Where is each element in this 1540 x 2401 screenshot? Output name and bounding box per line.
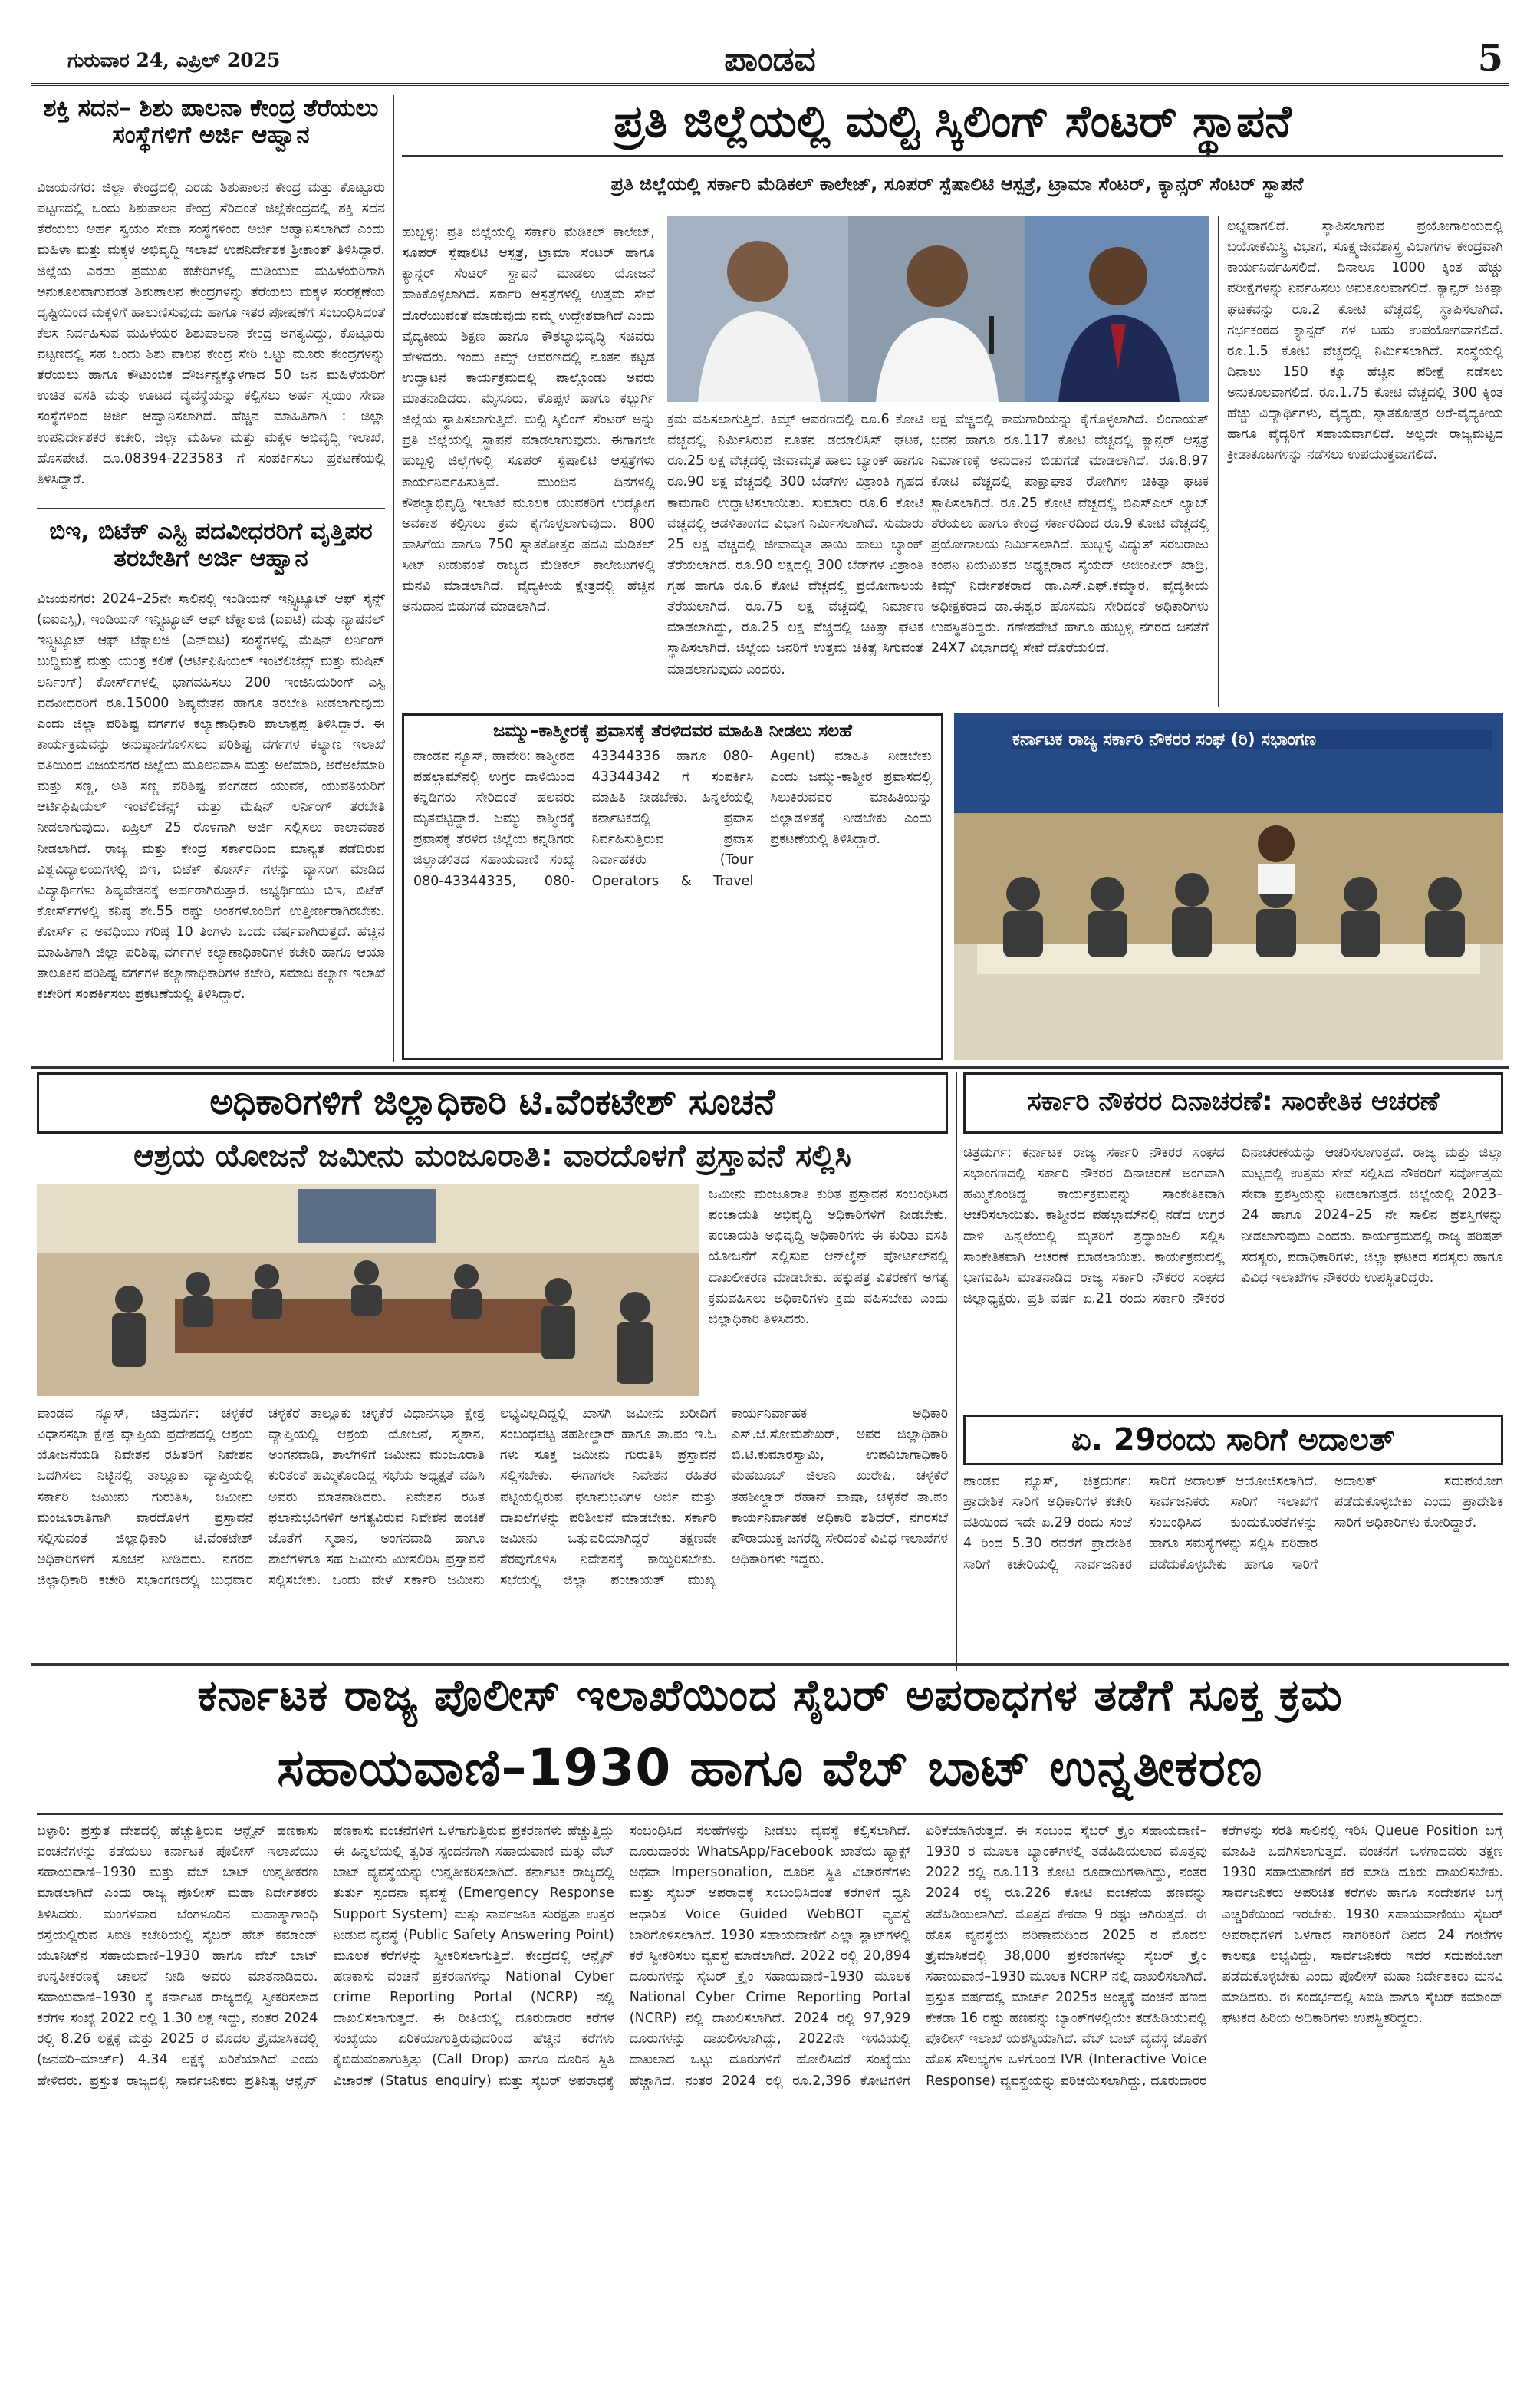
kashmir-article-body: ಪಾಂಡವ ನ್ಯೂಸ್, ಹಾವೇರಿ: ಕಾಶ್ಮೀರದ ಪಹಲ್ಗಾಮ್‍ನಲ್ಲಿ ಉಗ್ರರ ದಾಳಿಯಿಂದ ಕನ್ನಡಿಗರು ಸೇರಿದಂತೆ ಹಲವರು ಮೃತಪಟ್ಟಿದ್ದಾರೆ. ಜಮ್ಮು ಕಾಶ್ಮೀರಕ್ಕೆ ಪ್ರವಾಸಕ್ಕೆ ತೆರಳಿದ ಜಿಲ್ಲೆಯ ಕನ್ನಡಿಗರು ಜಿಲ್ಲಾಡಳಿತದ ಸಹಾಯವಾಣಿ ಸಂಖ್ಯೆ 080-43344335, 080-43344336 ಹಾಗೂ 080-43344342 ಗೆ ಸಂಪರ್ಕಿಸಿ ಮಾಹಿತಿ ನೀಡಬೇಕು. ಹಿನ್ನಲೆಯಲ್ಲಿ ಕರ್ನಾಟಕದಲ್ಲಿ ಪ್ರವಾಸ ನಿರ್ವಹಿಸುತ್ತಿರುವ ಪ್ರವಾಸ ನಿರ್ವಾಹಕರು (Tour Operators & Travel Agent) ಮಾಹಿತಿ ನೀಡಬೇಕು ಎಂದು ಜಮ್ಮು-ಕಾಶ್ಮೀರ ಪ್ರವಾಸದಲ್ಲಿ ಸಿಲುಕಿರುವವರ ಮಾಹಿತಿಯನ್ನು ಜಿಲ್ಲಾಡಳಿತಕ್ಕೆ ನೀಡಬೇಕು ಎಂದು ಪ್ರಕಟಣೆಯಲ್ಲಿ ತಿಳಿಸಿದ್ದಾರೆ. bbox=[413, 748, 932, 889]
employees-day-headline: ಸರ್ಕಾರಿ ನೌಕರರ ದಿನಾಚರಣೆ: ಸಾಂಕೇತಿಕ ಆಚರಣೆ bbox=[1027, 1086, 1440, 1117]
cyber-article-body: ಬಳ್ಳಾರಿ: ಪ್ರಸ್ತುತ ದೇಶದಲ್ಲಿ ಹೆಚ್ಚುತ್ತಿರುವ ಆನ್ಲೈನ್ ಹಣಕಾಸು ವಂಚನೆಗಳನ್ನು ತಡೆಯಲು ಕರ್ನಾಟಕ ಪೊಲೀಸ್ ಇಲಾಖೆಯು ಸಹಾಯವಾಣಿ–1930 ಮತ್ತು ವೆಬ್ ಬಾಟ್ ಉನ್ನತೀಕರಣ ಮಾಡಲಾಗಿದೆ ಎಂದು ರಾಜ್ಯ ಪೊಲೀಸ್ ಮಹಾ ನಿರ್ದೇಶಕರು ತಿಳಿಸಿದರು. ಮಂಗಳವಾರ ಬೆಂಗಳೂರಿನ ಮಹಾತ್ಮಾಗಾಂಧಿ ರಸ್ತೆಯಲ್ಲಿರುವ ಸಿಐಡಿ ಕಚೇರಿಯಲ್ಲಿ ಸೈಬರ್ ಹೆಚ್ ಕಮಾಂಡ್ ಯೂನಿಟ್‍ನ ಸಹಾಯವಾಣಿ–1930 ಹಾಗೂ ವೆಬ್ ಬಾಟ್ ಉನ್ನತೀಕರಣಕ್ಕೆ ಚಾಲನೆ ನೀಡಿ ಅವರು ಮಾತನಾಡಿದರು. ಸಹಾಯವಾಣಿ–1930 ಕ್ಕೆ ಕರ್ನಾಟಕ ರಾಜ್ಯದಲ್ಲಿ ಸ್ವೀಕರಿಸಲಾದ ಕರೆಗಳ ಸಂಖ್ಯೆ 2022 ರಲ್ಲಿ 1.30 ಲಕ್ಷ ಇದ್ದು, ನಂತರ 2024 ರಲ್ಲಿ 8.26 ಲಕ್ಷಕ್ಕೆ ಮತ್ತು 2025 ರ ಮೊದಲ ತ್ರೈಮಾಸಿಕದಲ್ಲಿ (ಜನವರಿ–ಮಾರ್ಚ್) 4.34 ಲಕ್ಷಕ್ಕೆ ಏರಿಕೆಯಾಗಿದೆ ಎಂದು ಹೇಳಿದರು. ಪ್ರಸ್ತುತ ರಾಜ್ಯದಲ್ಲಿ ಸಾರ್ವಜನಿಕರು ಪ್ರತಿನಿತ್ಯ ಆನ್ಲೈನ್ ಹಣಕಾಸು ವಂಚನೆಗಳಿಗೆ ಒಳಗಾಗುತ್ತಿರುವ ಪ್ರಕರಣಗಳು ಹೆಚ್ಚುತ್ತಿದ್ದು ಈ ಹಿನ್ನಲೆಯಲ್ಲಿ ತ್ವರಿತ ಸ್ಪಂದನೆಗಾಗಿ ಸಹಾಯವಾಣಿ ಮತ್ತು ವೆಬ್ ಬಾಟ್ ವ್ಯವಸ್ಥೆಯನ್ನು ಉನ್ನತೀಕರಿಸಲಾಗಿದೆ. ಕರ್ನಾಟಕ ರಾಜ್ಯದಲ್ಲಿ ತುರ್ತು ಸ್ಪಂದನಾ ವ್ಯವಸ್ಥೆ (Emergency Response Support System) ಮತ್ತು ಸಾರ್ವಜನಿಕ ಸುರಕ್ಷತಾ ಉತ್ತರ ನೀಡುವ ವ್ಯವಸ್ಥೆ (Public Safety Answering Point) ಮೂಲಕ ಕರೆಗಳನ್ನು ಸ್ವೀಕರಿಸಲಾಗುತ್ತಿದೆ. ಕೇಂದ್ರದಲ್ಲಿ ಆನ್ಲೈನ್ ಹಣಕಾಸು ವಂಚನೆ ಪ್ರಕರಣಗಳನ್ನು National Cyber crime Reporting Portal (NCRP) ನಲ್ಲಿ ದಾಖಲಿಸಲಾಗುತ್ತದೆ. ಈ ರೀತಿಯಲ್ಲಿ ದೂರುದಾರರ ಕರೆಗಳ ಸಂಖ್ಯೆಯು ಏರಿಕೆಯಾಗುತ್ತಿರುವುದರಿಂದ ಹೆಚ್ಚಿನ ಕರೆಗಳು ಕೈಬಿಡುವಂತಾಗುತ್ತಿತ್ತು (Call Drop) ಹಾಗೂ ದೂರಿನ ಸ್ಥಿತಿ ವಿಚಾರಣೆ (Status enquiry) ಮತ್ತು ಸೈಬರ್ ಅಪರಾಧಕ್ಕೆ ಸಂಬಂಧಿಸಿದ ಸಲಹೆಗಳನ್ನು ನೀಡಲು ವ್ಯವಸ್ಥೆ ಕಲ್ಪಿಸಲಾಗಿದೆ. ದೂರುದಾರರು WhatsApp/Facebook ಖಾತೆಯ ಹ್ಯಾಕ್ಸ್ ಅಥವಾ Impersonation, ದೂರಿನ ಸ್ಥಿತಿ ವಿಚಾರಣೆಗಳು ಮತ್ತು ಸೈಬರ್ ಅಪರಾಧಕ್ಕೆ ಸಂಬಂಧಿಸಿದಂತೆ ಕರೆಗಳಿಗೆ ಧ್ವನಿ ಆಧಾರಿತ Voice Guided WebBOT ವ್ಯವಸ್ಥೆ ಜಾರಿಗೊಳಿಸಲಾಗಿದೆ. 1930 ಸಹಾಯವಾಣಿಗೆ ಎಲ್ಲಾ ಸ್ಲಾಟ್‍ಗಳಲ್ಲಿ ಕರೆ ಸ್ವೀಕರಿಸಲು ವ್ಯವಸ್ಥೆ ಮಾಡಲಾಗಿದೆ. 2022 ರಲ್ಲಿ 20,894 ದೂರುಗಳನ್ನು ಸೈಬರ್ ಕ್ರೈಂ ಸಹಾಯವಾಣಿ–1930 ಮೂಲಕ National Cyber Crime Reporting Portal (NCRP) ನಲ್ಲಿ ದಾಖಲಿಸಲಾಗಿದೆ. 2024 ರಲ್ಲಿ 97,929 ದೂರುಗಳನ್ನು ದಾಖಲಿಸಲಾಗಿದ್ದು, 2022ನೇ ಇಸವಿಯಲ್ಲಿ ದಾಖಲಾದ ಒಟ್ಟು ದೂರುಗಳಿಗೆ ಹೋಲಿಸಿದರೆ ಸಂಖ್ಯೆಯು ಹೆಚ್ಚಾಗಿದೆ. ನಂತರ 2024 ರಲ್ಲಿ ರೂ.2,396 ಕೋಟಿಗಳಿಗೆ ಏರಿಕೆಯಾಗಿರುತ್ತದೆ. ಈ ಸಂಬಂಧ ಸೈಬರ್ ಕ್ರೈಂ ಸಹಾಯವಾಣಿ–1930 ರ ಮೂಲಕ ಬ್ಯಾಂಕ್‍ಗಳಲ್ಲಿ ತಡೆಹಿಡಿಯಲಾದ ಮೊತ್ತವು 2022 ರಲ್ಲಿ ರೂ.113 ಕೋಟಿ ರೂಪಾಯಿಗಳಾಗಿದ್ದು, ನಂತರ 2024 ರಲ್ಲಿ ರೂ.226 ಕೋಟಿ ವಂಚನೆಯ ಹಣವನ್ನು ತಡೆಹಿಡಿಯಲಾಗಿದೆ. ಮೊತ್ತದ ಕೇಕಡಾ 9 ರಷ್ಟು ಆಗಿರುತ್ತದೆ. ಈ ಹೊಸ ವ್ಯವಸ್ಥೆಯ ಪರಿಣಾಮದಿಂದ 2025 ರ ಮೊದಲ ತ್ರೈಮಾಸಿಕದಲ್ಲಿ 38,000 ಪ್ರಕರಣಗಳನ್ನು ಸೈಬರ್ ಕ್ರೈಂ ಸಹಾಯವಾಣಿ–1930 ಮೂಲಕ NCRP ನಲ್ಲಿ ದಾಖಲಿಸಲಾಗಿದೆ. ಪ್ರಸ್ತುತ ವರ್ಷದಲ್ಲಿ ಮಾರ್ಚ್ 2025ರ ಅಂತ್ಯಕ್ಕೆ ವಂಚನೆ ಹಣದ ಕೇಕಡಾ 16 ರಷ್ಟು ಹಣವನ್ನು ಬ್ಯಾಂಕ್‍ಗಳಲ್ಲಿಯೇ ತಡೆಹಿಡಿಯುವಲ್ಲಿ ಪೊಲೀಸ್ ಇಲಾಖೆ ಯಶಸ್ವಿಯಾಗಿದೆ. ವೆಬ್ ಬಾಟ್ ವ್ಯವಸ್ಥೆ ಜೊತೆಗೆ ಹೊಸ ಸೌಲಭ್ಯಗಳ ಒಳಗೊಂಡ IVR (Interactive Voice Response) ವ್ಯವಸ್ಥೆಯನ್ನು ಪರಿಚಯಿಸಲಾಗಿದ್ದು, ದೂರುದಾರರ ಕರೆಗಳನ್ನು ಸರತಿ ಸಾಲಿನಲ್ಲಿ ಇರಿಸಿ Queue Position ಬಗ್ಗೆ ಮಾಹಿತಿ ಒದಗಿಸಲಾಗುತ್ತದೆ. ವಂಚನೆಗೆ ಒಳಗಾದವರು ತಕ್ಷಣ 1930 ಸಹಾಯವಾಣಿಗೆ ಕರೆ ಮಾಡಿ ದೂರು ದಾಖಲಿಸಬೇಕು. ಸಾರ್ವಜನಿಕರು ಅಪರಿಚಿತ ಕರೆಗಳು ಹಾಗೂ ಸಂದೇಶಗಳ ಬಗ್ಗೆ ಎಚ್ಚರಿಕೆಯಿಂದ ಇರಬೇಕು. 1930 ಸಹಾಯವಾಣಿಯು ಸೈಬರ್ ಅಪರಾಧಗಳಿಗೆ ಒಳಗಾದ ನಾಗರಿಕರಿಗೆ ದಿನದ 24 ಗಂಟೆಗಳ ಕಾಲವೂ ಲಭ್ಯವಿದ್ದು, ಸಾರ್ವಜನಿಕರು ಇದರ ಸದುಪಯೋಗ ಪಡೆದುಕೊಳ್ಳಬೇಕು ಎಂದು ಪೊಲೀಸ್ ಮಹಾ ನಿರ್ದೇಶಕರು ಮನವಿ ಮಾಡಿದರು. ಈ ಸಂದರ್ಭದಲ್ಲಿ ಸಿಐಡಿ ಹಾಗೂ ಸೈಬರ್ ಕಮಾಂಡ್ ಘಟಕದ ಹಿರಿಯ ಅಧಿಕಾರಿಗಳು ಉಪಸ್ಥಿತರಿದ್ದರು. bbox=[37, 1823, 1503, 2089]
divider bbox=[31, 1066, 1509, 1069]
shakti-headline: ಶಕ್ತಿ ಸದನ– ಶಿಶು ಪಾಲನಾ ಕೇಂದ್ರ ತೆರೆಯಲು ಸಂಸ್ಥೆಗಳಿಗೆ ಅರ್ಜಿ ಆಹ್ವಾನ bbox=[43, 94, 379, 149]
ashraya-meeting-photo bbox=[37, 1184, 699, 1396]
ashraya-headline-box bbox=[37, 1072, 948, 1134]
divider bbox=[37, 508, 385, 509]
column-divider bbox=[956, 1072, 957, 1671]
skilling-article-body-right: ಲಕ್ಷ ವೆಚ್ಚದಲ್ಲಿ ಕಾಮಗಾರಿಯನ್ನು ಕೈಗೊಳ್ಳಲಾಗಿದೆ. ಲಿಂಗಾಯತ್ ಭವನ ಹಾಗೂ ರೂ.117 ಕೋಟಿ ವೆಚ್ಚದಲ್ಲಿ ಕ್ಯಾನ್ಸರ್ ಆಸ್ಪತ್ರೆ ನಿರ್ಮಾಣಕ್ಕೆ ಅನುದಾನ ಬಿಡುಗಡೆ ಮಾಡಲಾಗಿದೆ. ರೂ.8.97 ಕೋಟಿ ವೆಚ್ಚದಲ್ಲಿ ಪಾಕ್ಷಾಘಾತ ರೋಗಿಗಳ ಚಿಕಿತ್ಸಾ ಘಟಕ ಸ್ಥಾಪಿಸಲಾಗಿದೆ. ರೂ.25 ಕೋಟಿ ವೆಚ್ಚದಲ್ಲಿ ಬಿಎಸ್‍ಎಲ್ ಲ್ಯಾಬ್ ತೆರೆಯಲು ಹಾಗೂ ಕೇಂದ್ರ ಸರ್ಕಾರದಿಂದ ರೂ.9 ಕೋಟಿ ವೆಚ್ಚದಲ್ಲಿ ಪ್ರಯೋಗಾಲಯ ನಿರ್ಮಿಸಲಾಗಿದೆ. ಹುಬ್ಬಳ್ಳಿ ವಿದ್ಯುತ್ ಸರಬರಾಜು ಕಂಪನಿ ನಿಯಮಿತದ ಅಧ್ಯಕ್ಷರಾದ ಸೈಯದ್ ಅಜೀಂಪೀರ್ ಖಾದ್ರಿ, ಕಿಮ್ಸ್ ನಿರ್ದೇಶಕರಾದ ಡಾ.ಎಸ್.ಎಫ್.ಕಮ್ಮಾರ, ವೈದ್ಯಕೀಯ ಅಧೀಕ್ಷಕರಾದ ಡಾ.ಈಶ್ವರ ಹೊಸಮನಿ ಸೇರಿದಂತೆ ಅಧಿಕಾರಿಗಳು ಉಪಸ್ಥಿತರಿದ್ದರು. ಗಣೇಶಪೇಟೆ ಹಾಗೂ ಹುಬ್ಬಳ್ಳಿ ನಗರದ ಜನತೆಗೆ 24X7 ವಿಭಾಗದಲ್ಲಿ ಸೇವೆ ದೊರೆಯಲಿದೆ. bbox=[931, 412, 1209, 657]
meeting-room-illustration bbox=[37, 1184, 699, 1396]
newspaper-name: ಪಾಂಡವ bbox=[724, 40, 816, 79]
divider bbox=[31, 1663, 1509, 1666]
ashraya-headline: ಅಧಿಕಾರಿಗಳಿಗೆ ಜಿಲ್ಲಾಧಿಕಾರಿ ಟಿ.ವೆಂಕಟೇಶ್ ಸೂಚನೆ bbox=[209, 1081, 775, 1122]
ashraya-article-body: ಪಾಂಡವ ನ್ಯೂಸ್, ಚಿತ್ರದುರ್ಗ: ಚಳ್ಳಕೆರೆ ವಿಧಾನಸಭಾ ಕ್ಷೇತ್ರ ವ್ಯಾಪ್ತಿಯ ಪ್ರದೇಶದಲ್ಲಿ ಆಶ್ರಯ ಯೋಜನೆಯಡಿ ನಿವೇಶನ ರಹಿತರಿಗೆ ನಿವೇಶನ ಒದಗಿಸಲು ನಿಟ್ಟಿನಲ್ಲಿ ತಾಲ್ಲೂಕು ವ್ಯಾಪ್ತಿಯಲ್ಲಿ ಸರ್ಕಾರಿ ಜಮೀನು ಗುರುತಿಸಿ, ಜಮೀನು ಮಂಜೂರಾತಿಗಾಗಿ ವಾರದೊಳಗೆ ಪ್ರಸ್ತಾವನೆ ಸಲ್ಲಿಸುವಂತೆ ಜಿಲ್ಲಾಧಿಕಾರಿ ಟಿ.ವೆಂಕಟೇಶ್ ಅಧಿಕಾರಿಗಳಿಗೆ ಸೂಚನೆ ನೀಡಿದರು. ನಗರದ ಜಿಲ್ಲಾಧಿಕಾರಿ ಕಚೇರಿ ಸಭಾಂಗಣದಲ್ಲಿ ಬುಧವಾರ ಚಳ್ಳಕೆರೆ ತಾಲ್ಲೂಕು ಚಳ್ಳಕೆರೆ ವಿಧಾನಸಭಾ ಕ್ಷೇತ್ರ ವ್ಯಾಪ್ತಿಯಲ್ಲಿ ಆಶ್ರಯ ಯೋಜನೆ, ಸ್ಮಶಾನ, ಅಂಗನವಾಡಿ, ಶಾಲೆಗಳಿಗೆ ಜಮೀನು ಮಂಜೂರಾತಿ ಕುರಿತಂತೆ ಹಮ್ಮಿಕೊಂಡಿದ್ದ ಸಭೆಯ ಅಧ್ಯಕ್ಷತೆ ವಹಿಸಿ ಅವರು ಮಾತನಾಡಿದರು. ನಿವೇಶನ ರಹಿತ ಫಲಾನುಭವಿಗಳಿಗೆ ಅಗತ್ಯವಿರುವ ನಿವೇಶನ ಹಂಚಿಕೆ ಜೊತೆಗೆ ಸ್ಮಶಾನ, ಅಂಗನವಾಡಿ ಹಾಗೂ ಶಾಲೆಗಳಿಗೂ ಸಹ ಜಮೀನು ಮೀಸಲಿರಿಸಿ ಪ್ರಸ್ತಾವನೆ ಸಲ್ಲಿಸಬೇಕು. ಒಂದು ವೇಳೆ ಸರ್ಕಾರಿ ಜಮೀನು ಲಭ್ಯವಿಲ್ಲದಿದ್ದಲ್ಲಿ ಖಾಸಗಿ ಜಮೀನು ಖರೀದಿಗೆ ಸಂಬಂಧಪಟ್ಟ ತಹಶೀಲ್ದಾರ್ ಹಾಗೂ ತಾ.ಪಂ ಇ.ಓ ಗಳು ಸೂಕ್ತ ಜಮೀನು ಗುರುತಿಸಿ ಪ್ರಸ್ತಾವನೆ ಸಲ್ಲಿಸಬೇಕು. ಈಗಾಗಲೇ ನಿವೇಶನ ರಹಿತರ ಪಟ್ಟಿಯಲ್ಲಿರುವ ಫಲಾನುಭವಿಗಳ ಅರ್ಜಿ ಮತ್ತು ದಾಖಲೆಗಳನ್ನು ಪರಿಶೀಲನೆ ಮಾಡಬೇಕು. ಸರ್ಕಾರಿ ಜಮೀನು ಒತ್ತುವರಿಯಾಗಿದ್ದರೆ ತಕ್ಷಣವೇ ತೆರವುಗೊಳಿಸಿ ನಿವೇಶನಕ್ಕೆ ಕಾಯ್ದಿರಿಸಬೇಕು. ಸಭೆಯಲ್ಲಿ ಜಿಲ್ಲಾ ಪಂಚಾಯತ್ ಮುಖ್ಯ ಕಾರ್ಯನಿರ್ವಾಹಕ ಅಧಿಕಾರಿ ಎಸ್.ಜೆ.ಸೋಮಶೇಖರ್, ಅಪರ ಜಿಲ್ಲಾಧಿಕಾರಿ ಬಿ.ಟಿ.ಕುಮಾರಸ್ವಾಮಿ, ಉಪವಿಭಾಗಾಧಿಕಾರಿ ಮೆಹಬೂಬ್ ಜಿಲಾನಿ ಖುರೇಷಿ, ಚಳ್ಳಕೆರೆ ತಹಶೀಲ್ದಾರ್ ರೆಹಾನ್ ಪಾಷಾ, ಚಳ್ಳಕೆರೆ ತಾ.ಪಂ ಕಾರ್ಯನಿರ್ವಾಹಕ ಅಧಿಕಾರಿ ಶಶಿಧರ್, ನಗರಸಭೆ ಪೌರಾಯುಕ್ತ ಜಗರೆಡ್ಡಿ ಸೇರಿದಂತೆ ವಿವಿಧ ಇಲಾಖೆಗಳ ಅಧಿಕಾರಿಗಳು ಇದ್ದರು. bbox=[37, 1406, 948, 1588]
employees-day-headline-box bbox=[963, 1072, 1503, 1134]
masthead bbox=[31, 38, 1509, 86]
ashraya-article-body-right: ಜಮೀನು ಮಂಜೂರಾತಿ ಕುರಿತ ಪ್ರಸ್ತಾವನೆ ಸಂಬಂಧಿಸಿದ ಪಂಚಾಯತಿ ಅಭಿವೃದ್ಧಿ ಅಧಿಕಾರಿಗಳಿಗೆ ನೀಡಬೇಕು. ಪಂಚಾಯತಿ ಅಭಿವೃದ್ಧಿ ಅಧಿಕಾರಿಗಳು ಈ ಕುರಿತು ವಸತಿ ಯೋಜನೆಗೆ ಸಲ್ಲಿಸುವ ಆನ್‍ಲೈನ್ ಪೋರ್ಟಲ್‍ನಲ್ಲಿ ದಾಖಲೀಕರಣ ಮಾಡಬೇಕು. ಹಕ್ಕುಪತ್ರ ವಿತರಣೆಗೆ ಅಗತ್ಯ ಕ್ರಮವಹಿಸಲು ಅಧಿಕಾರಿಗಳು ಕ್ರಮ ವಹಿಸಬೇಕು ಎಂದು ಜಿಲ್ಲಾಧಿಕಾರಿ ತಿಳಿಸಿದರು. bbox=[709, 1187, 948, 1327]
issue-date: ಗುರುವಾರ 24, ಎಪ್ರಿಲ್ 2025 bbox=[67, 49, 281, 71]
column-divider bbox=[1218, 216, 1219, 707]
employees-day-banner: ಕರ್ನಾಟಕ ರಾಜ್ಯ ಸರ್ಕಾರಿ ನೌಕರರ ಸಂಘ (ರಿ) ಸಭಾಂಗಣ bbox=[1012, 730, 1492, 749]
shakti-article-body: ವಿಜಯನಗರ: ಜಿಲ್ಲಾ ಕೇಂದ್ರದಲ್ಲಿ ಎರಡು ಶಿಶುಪಾಲನ ಕೇಂದ್ರ ಮತ್ತು ಕೊಟ್ಟೂರು ಪಟ್ಟಣದಲ್ಲಿ ಒಂದು ಶಿಶುಪಾಲನ ಕೇಂದ್ರ ಸೆರಿದಂತೆ ಜಿಲ್ಲೆಕೇಂದ್ರದಲ್ಲಿ ಶಕ್ತಿ ಸದನ ತೆರೆಯಲು ಅರ್ಹ ಸ್ವಯಂ ಸೇವಾ ಸಂಸ್ಥೆಗಳಿಂದ ಅರ್ಜಿ ಆಹ್ವಾನಿಸಲಾಗಿದೆ ಎಂದು ಮಹಿಳಾ ಮತ್ತು ಮಕ್ಕಳ ಅಭಿವೃದ್ಧಿ ಇಲಾಖೆ ಉಪನಿರ್ದೇಶಕ ಶ್ರೀಕಾಂತ್ ತಿಳಿಸಿದ್ದಾರೆ. ಜಿಲ್ಲೆಯ ಎರಡು ಪ್ರಮುಖ ಕಚೇರಿಗಳಲ್ಲಿ ದುಡಿಯುವ ಮಹಿಳೆಯರಿಗಾಗಿ ಅನುಕೂಲವಾಗುವಂತೆ ಶಿಶುಪಾಲನ ಕೇಂದ್ರಗಳನ್ನು ತೆರೆಯಲು ಮಕ್ಕಳ ಸಂರಕ್ಷಣೆಯ ದೃಷ್ಟಿಯಿಂದ ಮಕ್ಕಳಿಗೆ ಹಾಲುಣಿಸುವುದು ಹಾಗೂ ಇತರ ಪೋಷಣೆಗೆ ಸಂಬಂಧಿಸಿದಂತೆ ಕೆಲಸ ನಿರ್ವಹಿಸುವ ಮಹಿಳೆಯರ ಶಿಶುಪಾಲನಾ ಕೇಂದ್ರ ಅಗತ್ಯವಿದ್ದು, ಕೊಟ್ಟೂರು ಪಟ್ಟಣದಲ್ಲಿ ಸಹ ಒಂದು ಶಿಶು ಪಾಲನ ಕೇಂದ್ರ ಸೇರಿ ಒಟ್ಟು ಮೂರು ಕೇಂದ್ರಗಳನ್ನು ತೆರೆಯಲು ಹಾಗೂ ಕೌಟುಂಬಿಕ ದೌರ್ಜನ್ಯಕ್ಕೊಳಗಾದ 50 ಜನ ಮಹಿಳೆಯರಿಗೆ ಉಚಿತ ವಸತಿ ಮತ್ತು ಊಟದ ವ್ಯವಸ್ಥೆಯನ್ನು ಕಲ್ಪಿಸಲು ಅರ್ಹ ಸ್ವಯಂ ಸೇವಾ ಸಂಸ್ಥೆಗಳಿಂದ ಅರ್ಜಿ ಆಹ್ವಾನಿಸಲಾಗಿದೆ. ಹೆಚ್ಚಿನ ಮಾಹಿತಿಗಾಗಿ : ಜಿಲ್ಲಾ ಉಪನಿರ್ದೇಶಕರ ಕಚೇರಿ, ಜಿಲ್ಲಾ ಮಹಿಳಾ ಮತ್ತು ಮಕ್ಕಳ ಅಭಿವೃದ್ಧಿ ಇಲಾಖೆ, ಹೊಸಪೇಟೆ. ದೂ.08394-223583 ಗೆ ಸಂಪರ್ಕಿಸಲು ಪ್ರಕಟಣೆಯಲ್ಲಿ ತಿಳಿಸಿದ್ದಾರೆ. bbox=[37, 180, 385, 487]
cyber-headline-2: ಸಹಾಯವಾಣಿ–1930 ಹಾಗೂ ವೆಬ್ ಬಾಟ್ ಉನ್ನತೀಕರಣ bbox=[277, 1738, 1263, 1797]
adalat-headline-box bbox=[963, 1415, 1503, 1465]
page-number: 5 bbox=[1477, 37, 1503, 80]
column-divider bbox=[393, 95, 394, 1062]
adalat-article-body: ಪಾಂಡವ ನ್ಯೂಸ್, ಚಿತ್ರದುರ್ಗ: ಪ್ರಾದೇಶಿಕ ಸಾರಿಗೆ ಅಧಿಕಾರಿಗಳ ಕಚೇರಿ ವತಿಯಿಂದ ಇದೇ ಏ.29 ರಂದು ಸಂಜೆ 4 ರಿಂದ 5.30 ರವರೆಗೆ ಪ್ರಾದೇಶಿಕ ಸಾರಿಗೆ ಕಚೇರಿಯಲ್ಲಿ ಸಾರ್ವಜನಿಕರ ಸಾರಿಗೆ ಅದಾಲತ್ ಆಯೋಜಿಸಲಾಗಿದೆ. ಸಾರ್ವಜನಿಕರು ಸಾರಿಗೆ ಇಲಾಖೆಗೆ ಸಂಬಂಧಿಸಿದ ಕುಂದುಕೊರತೆಗಳನ್ನು ಹಾಗೂ ಸಮಸ್ಯೆಗಳನ್ನು ಸಲ್ಲಿಸಿ ಪರಿಹಾರ ಪಡೆದುಕೊಳ್ಳಬೇಕು ಹಾಗೂ ಸಾರಿಗೆ ಅದಾಲತ್ ಸದುಪಯೋಗ ಪಡೆದುಕೊಳ್ಳಬೇಕು ಎಂದು ಪ್ರಾದೇಶಿಕ ಸಾರಿಗೆ ಅಧಿಕಾರಿಗಳು ಕೋರಿದ್ದಾರೆ. bbox=[963, 1474, 1503, 1573]
skilling-headline: ಪ್ರತಿ ಜಿಲ್ಲೆಯಲ್ಲಿ ಮಲ್ಟಿ ಸ್ಕಿಲಿಂಗ್ ಸೆಂಟರ್ ಸ್ಥಾಪನೆ bbox=[614, 95, 1292, 147]
meeting-stage-illustration bbox=[954, 713, 1503, 1060]
skilling-photo bbox=[667, 216, 1209, 402]
divider bbox=[402, 155, 1503, 157]
officials-photo-illustration bbox=[667, 216, 1209, 402]
skilling-article-body-mid: ಕ್ರಮ ವಹಿಸಲಾಗುತ್ತಿದೆ. ಕಿಮ್ಸ್ ಆವರಣದಲ್ಲಿ ರೂ.6 ಕೋಟಿ ವೆಚ್ಚದಲ್ಲಿ ನಿರ್ಮಿಸಿರುವ ನೂತನ ಡಯಾಲಿಸಿಸ್ ಘಟಕ, ರೂ.25 ಲಕ್ಷ ವೆಚ್ಚದಲ್ಲಿ ಜೀವಾಮೃತ ಹಾಲು ಬ್ಯಾಂಕ್ ಹಾಗೂ ರೂ.90 ಲಕ್ಷ ವೆಚ್ಚದಲ್ಲಿ 300 ಬೆಡ್‍ಗಳ ವಿಶ್ರಾಂತಿ ಗೃಹದ ಕಾಮಗಾರಿ ಉದ್ಘಾಟಿಸಲಾಯಿತು. ಸುಮಾರು ರೂ.6 ಕೋಟಿ ವೆಚ್ಚದಲ್ಲಿ ಆಡಳಿತಾಂಗದ ವಿಭಾಗ ನಿರ್ಮಿಸಲಾಗಿದೆ. ಸುಮಾರು 25 ಲಕ್ಷ ವೆಚ್ಚದಲ್ಲಿ ಜೀವಾಮೃತ ತಾಯಿ ಹಾಲು ಬ್ಯಾಂಕ್ ತೆರೆಯಲಾಗಿದೆ. ರೂ.90 ಲಕ್ಷದಲ್ಲಿ 300 ಬೆಡ್‍ಗಳ ವಿಶ್ರಾಂತಿ ಗೃಹ ಹಾಗೂ ರೂ.6 ಕೋಟಿ ವೆಚ್ಚದಲ್ಲಿ ಪ್ರಯೋಗಾಲಯ ತೆರೆಯಲಾಗಿದೆ. ರೂ.75 ಲಕ್ಷ ವೆಚ್ಚದಲ್ಲಿ ನಿರ್ಮಾಣ ಮಾಡಲಾಗಿದ್ದು, ರೂ.25 ಲಕ್ಷ ವೆಚ್ಚದಲ್ಲಿ ಚಿಕಿತ್ಸಾ ಘಟಕ ಸ್ಥಾಪಿಸಲಾಗಿದೆ. ಜಿಲ್ಲೆಯ ಜನರಿಗೆ ಉತ್ತಮ ಚಿಕಿತ್ಸೆ ಸಿಗುವಂತೆ ಮಾಡಲಾಗುವುದು ಎಂದರು. bbox=[667, 412, 923, 677]
kashmir-headline: ಜಮ್ಮು–ಕಾಶ್ಮೀರಕ್ಕೆ ಪ್ರವಾಸಕ್ಕೆ ತೆರಳಿದವರ ಮಾಹಿತಿ ನೀಡಲು ಸಲಹೆ bbox=[493, 721, 852, 741]
employees-day-photo bbox=[954, 713, 1503, 1060]
skilling-article-body-far: ಲಭ್ಯವಾಗಲಿದೆ. ಸ್ಥಾಪಿಸಲಾಗುವ ಪ್ರಯೋಗಾಲಯದಲ್ಲಿ ಬಯೋಕೆಮಿಸ್ಟ್ರಿ ವಿಭಾಗ, ಸೂಕ್ಷ್ಮಜೀವಶಾಸ್ತ್ರ ವಿಭಾಗಗಳ ಕೇಂದ್ರವಾಗಿ ಕಾರ್ಯನಿರ್ವಹಿಸಲಿದೆ. ದಿನಾಲೂ 1000 ಕ್ಕಿಂತ ಹೆಚ್ಚು ಪರೀಕ್ಷೆಗಳನ್ನು ನಿರ್ವಹಿಸಲು ಅನುಕೂಲವಾಗಲಿದೆ. ಕ್ಯಾನ್ಸರ್ ಚಿಕಿತ್ಸಾ ಘಟಕವನ್ನು ರೂ.2 ಕೋಟಿ ವೆಚ್ಚದಲ್ಲಿ ಸ್ಥಾಪಿಸಲಾಗಿದೆ. ಗರ್ಭಕಂಠದ ಕ್ಯಾನ್ಸರ್ ಗಳ ಬಹು ಉಪಯೋಗವಾಗಲಿದೆ. ರೂ.1.5 ಕೋಟಿ ವೆಚ್ಚದಲ್ಲಿ ನಿರ್ಮಿಸಲಾಗಿದೆ. ಸಂಸ್ಥೆಯಲ್ಲಿ ದಿನಾಲು 150 ಕ್ಕೂ ಹೆಚ್ಚಿನ ಪರೀಕ್ಷೆ ನಡೆಸಲು ಅನುಕೂಲವಾಗಲಿದೆ. ರೂ.1.75 ಕೋಟಿ ವೆಚ್ಚದಲ್ಲಿ 300 ಕ್ಕಿಂತ ಹೆಚ್ಚು ವಿದ್ಯಾರ್ಥಿಗಳು, ವೈದ್ಯರು, ಸ್ನಾತಕೋತ್ತರ ಅರೆ-ವೈದ್ಯಕೀಯ ಹಾಗೂ ವೈದ್ಯರಿಗೆ ಸಹಾಯವಾಗಲಿದೆ. ಅಲ್ಲದೇ ರಾಜ್ಯಮಟ್ಟದ ಕ್ರೀಡಾಕೂಟಗಳನ್ನು ನಡೆಸಲು ಉಪಯುಕ್ತವಾಗಲಿದೆ. bbox=[1227, 219, 1503, 463]
cyber-headline: ಕರ್ನಾಟಕ ರಾಜ್ಯ ಪೊಲೀಸ್ ಇಲಾಖೆಯಿಂದ ಸೈಬರ್ ಅಪರಾಧಗಳ ತಡೆಗೆ ಸೂಕ್ತ ಕ್ರಮ bbox=[197, 1671, 1343, 1721]
divider bbox=[37, 1813, 1503, 1815]
scholarship-article-body: ವಿಜಯನಗರ: 2024–25ನೇ ಸಾಲಿನಲ್ಲಿ ಇಂಡಿಯನ್ ಇನ್ಸ್ಟಿಟ್ಯೂಟ್ ಆಫ್ ಸೈನ್ಸ್ (ಐಐಎಸ್ಸಿ), ಇಂಡಿಯನ್ ಇನ್ಸ್ಟಿಟ್ಯೂಟ್ ಆಫ್ ಟೆಕ್ನಾಲಜಿ (ಐಐಟಿ) ಮತ್ತು ನ್ಯಾಷನಲ್ ಇನ್ಸ್ಟಿಟ್ಯೂಟ್ ಆಫ್ ಟೆಕ್ನಾಲಜಿ (ಎನ್ಐಟಿ) ಸಂಸ್ಥೆಗಳಲ್ಲಿ ಮೆಷಿನ್ ಲರ್ನಿಂಗ್ ಬುದ್ಧಿಮತ್ತೆ ಮತ್ತು ಯಂತ್ರ ಕಲಿಕೆ (ಆರ್ಟಿಫಿಷಿಯಲ್ ಇಂಟೆಲಿಜೆನ್ಸ್ ಮತ್ತು ಮೆಷಿನ್ ಲರ್ನಿಂಗ್) ಕೋರ್ಸ್‍ಗಳಲ್ಲಿ ಭಾಗವಹಿಸಲು 200 ಇಂಜಿನಿಯರಿಂಗ್ ಎಸ್ಟಿ ಪದವೀಧರರಿಗೆ ರೂ.15000 ಶಿಷ್ಯವೇತನ ಹಾಗೂ ತರಬೇತಿ ನೀಡಲಾಗುವುದು ಎಂದು ಜಿಲ್ಲಾ ಪರಿಶಿಷ್ಟ ವರ್ಗಗಳ ಕಲ್ಯಾಣಾಧಿಕಾರಿ ಪಾಲಾಕ್ಷಪ್ಪ ತಿಳಿಸಿದ್ದಾರೆ. ಈ ಕಾರ್ಯಕ್ರಮವನ್ನು ಅನುಷ್ಠಾನಗೊಳಿಸಲು ಪರಿಶಿಷ್ಟ ವರ್ಗಗಳ ಕಲ್ಯಾಣ ಇಲಾಖೆ ವತಿಯಿಂದ ವಿಜಯನಗರ ಜಿಲ್ಲೆಯ ಮೂಲನಿವಾಸಿ ಮತ್ತು ಅಲೆಮಾರಿ, ಅರೆಅಲೆಮಾರಿ ಮತ್ತು ಸಣ್ಣ, ಅತಿ ಸಣ್ಣ ಪರಿಶಿಷ್ಟ ಪಂಗಡದ ಯುವಕ, ಯುವತಿಯರಿಗೆ ಆರ್ಟಿಫಿಷಿಯಲ್ ಇಂಟೆಲಿಜೆನ್ಸ್ ಮತ್ತು ಮೆಷಿನ್ ಲರ್ನಿಂಗ್ ತರಬೇತಿ ನೀಡಲಾಗುವುದು. ಏಪ್ರಿಲ್ 25 ರೊಳಗಾಗಿ ಅರ್ಜಿ ಸಲ್ಲಿಸಲು ಕಾಲಾವಕಾಶ ನೀಡಲಾಗಿದೆ. ರಾಜ್ಯ ಮತ್ತು ಕೇಂದ್ರ ಸರ್ಕಾರದಿಂದ ಮಾನ್ಯತೆ ಪಡೆದಿರುವ ವಿಶ್ವವಿದ್ಯಾಲಯಗಳಲ್ಲಿ ಬಿಇ, ಬಿಟೆಕ್ ಕೋರ್ಸ್ ಗಳನ್ನು ವ್ಯಾಸಂಗ ಮಾಡಿದ ವಿದ್ಯಾರ್ಥಿಗಳು ಶಿಷ್ಯವೇತನಕ್ಕೆ ಅರ್ಹರಾಗಿರುತ್ತಾರೆ. ಅಭ್ಯರ್ಥಿಯು ಬಿಇ, ಬಿಟೆಕ್ ಕೋರ್ಸ್‍ಗಳಲ್ಲಿ ಕನಿಷ್ಠ ಶೇ.55 ರಷ್ಟು ಅಂಕಗಳೊಂದಿಗೆ ಉತ್ತೀರ್ಣರಾಗಿರಬೇಕು. ಕೋರ್ಸ್ ನ ಅವಧಿಯು ಗರಿಷ್ಠ 10 ತಿಂಗಳು ಒಂದು ವರ್ಷವಾಗಿರುತ್ತದೆ. ಹೆಚ್ಚಿನ ಮಾಹಿತಿಗಾಗಿ ಜಿಲ್ಲಾ ಪರಿಶಿಷ್ಟ ವರ್ಗಗಳ ಕಲ್ಯಾಣಾಧಿಕಾರಿಗಳ ಕಚೇರಿ ಹಾಗೂ ಆಯಾ ತಾಲೂಕಿನ ಪರಿಶಿಷ್ಟ ವರ್ಗಗಳ ಕಲ್ಯಾಣಾಧಿಕಾರಿಗಳ ಕಚೇರಿ, ಸಮಾಜ ಕಲ್ಯಾಣ ಇಲಾಖೆ ಕಚೇರಿಗೆ ಸಂಪರ್ಕಿಸಲು ಪ್ರಕಟಣೆಯಲ್ಲಿ ತಿಳಿಸಿದ್ದಾರೆ. bbox=[37, 591, 385, 1003]
skilling-subheadline: ಪ್ರತಿ ಜಿಲ್ಲೆಯಲ್ಲಿ ಸರ್ಕಾರಿ ಮೆಡಿಕಲ್ ಕಾಲೇಜ್, ಸೂಪರ್ ಸ್ಪೆಷಾಲಿಟಿ ಆಸ್ಪತ್ರೆ, ಟ್ರಾಮಾ ಸೆಂಟರ್, ಕ್ಯಾನ್ಸರ್ ಸೆಂಟರ್ ಸ್ಥಾಪನೆ bbox=[610, 173, 1304, 195]
skilling-article-body-left: ಹುಬ್ಬಳ್ಳಿ: ಪ್ರತಿ ಜಿಲ್ಲೆಯಲ್ಲಿ ಸರ್ಕಾರಿ ಮೆಡಿಕಲ್ ಕಾಲೇಜ್, ಸೂಪರ್ ಸ್ಪೆಷಾಲಿಟಿ ಆಸ್ಪತ್ರೆ, ಟ್ರಾಮಾ ಸೆಂಟರ್ ಹಾಗೂ ಕ್ಯಾನ್ಸರ್ ಸೆಂಟರ್ ಸ್ಥಾಪನೆ ಮಾಡಲು ಯೋಜನೆ ಹಾಕಿಕೊಳ್ಳಲಾಗಿದೆ. ಸರ್ಕಾರಿ ಆಸ್ಪತ್ರೆಗಳಲ್ಲಿ ಉತ್ತಮ ಸೇವೆ ದೊರೆಯುವಂತೆ ಮಾಡುವುದು ನಮ್ಮ ಉದ್ದೇಶವಾಗಿದೆ ಎಂದು ವೈದ್ಯಕೀಯ ಶಿಕ್ಷಣ ಹಾಗೂ ಕೌಶಲ್ಯಾಭಿವೃದ್ಧಿ ಸಚಿವರು ಹೇಳಿದರು. ಇಂದು ಕಿಮ್ಸ್ ಆವರಣದಲ್ಲಿ ನೂತನ ಕಟ್ಟಡ ಉದ್ಘಾಟನೆ ಕಾರ್ಯಕ್ರಮದಲ್ಲಿ ಪಾಲ್ಗೊಂಡು ಅವರು ಮಾತನಾಡಿದರು. ಮೈಸೂರು, ಕೊಪ್ಪಳ ಹಾಗೂ ಕಲ್ಬುರ್ಗಿ ಜಿಲ್ಲೆಯ ಸ್ಥಾಪಿಸಲಾಗುತ್ತಿದೆ. ಮಲ್ಟಿ ಸ್ಕಿಲಿಂಗ್ ಸೆಂಟರ್ ಅನ್ನು ಪ್ರತಿ ಜಿಲ್ಲೆಯಲ್ಲಿ ಸ್ಥಾಪನೆ ಮಾಡಲಾಗುವುದು. ಈಗಾಗಲೇ ಹುಬ್ಬಳ್ಳಿ ಜಿಲ್ಲೆಗಳಲ್ಲಿ ಸೂಪರ್ ಸ್ಪೆಷಾಲಿಟಿ ಆಸ್ಪತ್ರೆಗಳು ಕಾರ್ಯನಿರ್ವಹಿಸುತ್ತಿವೆ. ಮುಂದಿನ ದಿನಗಳಲ್ಲಿ ಕೌಶಲ್ಯಾಭಿವೃದ್ಧಿ ಇಲಾಖೆ ಮೂಲಕ ಯುವಕರಿಗೆ ಉದ್ಯೋಗ ಅವಕಾಶ ಕಲ್ಪಿಸಲು ಕ್ರಮ ಕೈಗೊಳ್ಳಲಾಗುವುದು. 800 ಹಾಸಿಗೆಯ ಹಾಗೂ 750 ಸ್ನಾತಕೋತ್ತರ ಪದವಿ ಮೆಡಿಕಲ್ ಸೀಟ್ ನೀಡುವಂತೆ ರಾಜ್ಯದ ಮೆಡಿಕಲ್ ಕಾಲೇಜುಗಳಲ್ಲಿ ಮನವಿ ಮಾಡಲಾಗಿದೆ. ವೈದ್ಯಕೀಯ ಕ್ಷೇತ್ರದಲ್ಲಿ ಹೆಚ್ಚಿನ ಅನುದಾನ ಬಿಡುಗಡೆ ಮಾಡಲಾಗಿದೆ. bbox=[402, 225, 655, 615]
employees-day-article-body: ಚಿತ್ರದುರ್ಗ: ಕರ್ನಾಟಕ ರಾಜ್ಯ ಸರ್ಕಾರಿ ನೌಕರರ ಸಂಘದ ಸಭಾಂಗಣದಲ್ಲಿ ಸರ್ಕಾರಿ ನೌಕರರ ದಿನಾಚರಣೆ ಅಂಗವಾಗಿ ಹಮ್ಮಿಕೊಂಡಿದ್ದ ಕಾರ್ಯಕ್ರಮವನ್ನು ಸಾಂಕೇತಿಕವಾಗಿ ಆಚರಿಸಲಾಯಿತು. ಕಾಶ್ಮೀರದ ಪಹಲ್ಗಾಮ್‍ನಲ್ಲಿ ನಡೆದ ಉಗ್ರರ ದಾಳಿ ಹಿನ್ನಲೆಯಲ್ಲಿ ಮೃತರಿಗೆ ಶ್ರದ್ಧಾಂಜಲಿ ಸಲ್ಲಿಸಿ ಸಾಂಕೇತಿಕವಾಗಿ ಆಚರಣೆ ಮಾಡಲಾಯಿತು. ಕಾರ್ಯಕ್ರಮದಲ್ಲಿ ಭಾಗವಹಿಸಿ ಮಾತನಾಡಿದ ರಾಜ್ಯ ಸರ್ಕಾರಿ ನೌಕರರ ಸಂಘದ ಜಿಲ್ಲಾಧ್ಯಕ್ಷರು, ಪ್ರತಿ ವರ್ಷ ಏ.21 ರಂದು ಸರ್ಕಾರಿ ನೌಕರರ ದಿನಾಚರಣೆಯನ್ನು ಆಚರಿಸಲಾಗುತ್ತದೆ. ರಾಜ್ಯ ಮತ್ತು ಜಿಲ್ಲಾ ಮಟ್ಟದಲ್ಲಿ ಉತ್ತಮ ಸೇವೆ ಸಲ್ಲಿಸಿದ ನೌಕರರಿಗೆ ಸರ್ವೋತ್ತಮ ಸೇವಾ ಪ್ರಶಸ್ತಿಯನ್ನು ನೀಡಲಾಗುತ್ತದೆ. ಜಿಲ್ಲೆಯಲ್ಲಿ 2023–24 ಹಾಗೂ 2024–25 ನೇ ಸಾಲಿನ ಪ್ರಶಸ್ತಿಗಳನ್ನು ನೀಡಲಾಗುವುದು ಎಂದರು. ಕಾರ್ಯಕ್ರಮದಲ್ಲಿ ರಾಜ್ಯ ಪರಿಷತ್ ಸದಸ್ಯರು, ಪದಾಧಿಕಾರಿಗಳು, ಜಿಲ್ಲಾ ಘಟಕದ ಸದಸ್ಯರು ಹಾಗೂ ವಿವಿಧ ಇಲಾಖೆಗಳ ನೌಕರರು ಉಪಸ್ಥಿತರಿದ್ದರು. bbox=[963, 1145, 1503, 1306]
scholarship-headline: ಬಿಇ, ಬಿಟೆಕ್ ಎಸ್ಟಿ ಪದವೀಧರರಿಗೆ ವೃತ್ತಿಪರ ತರಬೇತಿಗೆ ಅರ್ಜಿ ಆಹ್ವಾನ bbox=[49, 518, 373, 572]
kashmir-box bbox=[402, 713, 943, 1060]
adalat-headline: ಏ. 29ರಂದು ಸಾರಿಗೆ ಅದಾಲತ್ bbox=[1071, 1422, 1395, 1457]
ashraya-subheadline: ಆಶ್ರಯ ಯೋಜನೆ ಜಮೀನು ಮಂಜೂರಾತಿ: ವಾರದೊಳಗೆ ಪ್ರಸ್ತಾವನೆ ಸಲ್ಲಿಸಿ bbox=[133, 1138, 851, 1174]
